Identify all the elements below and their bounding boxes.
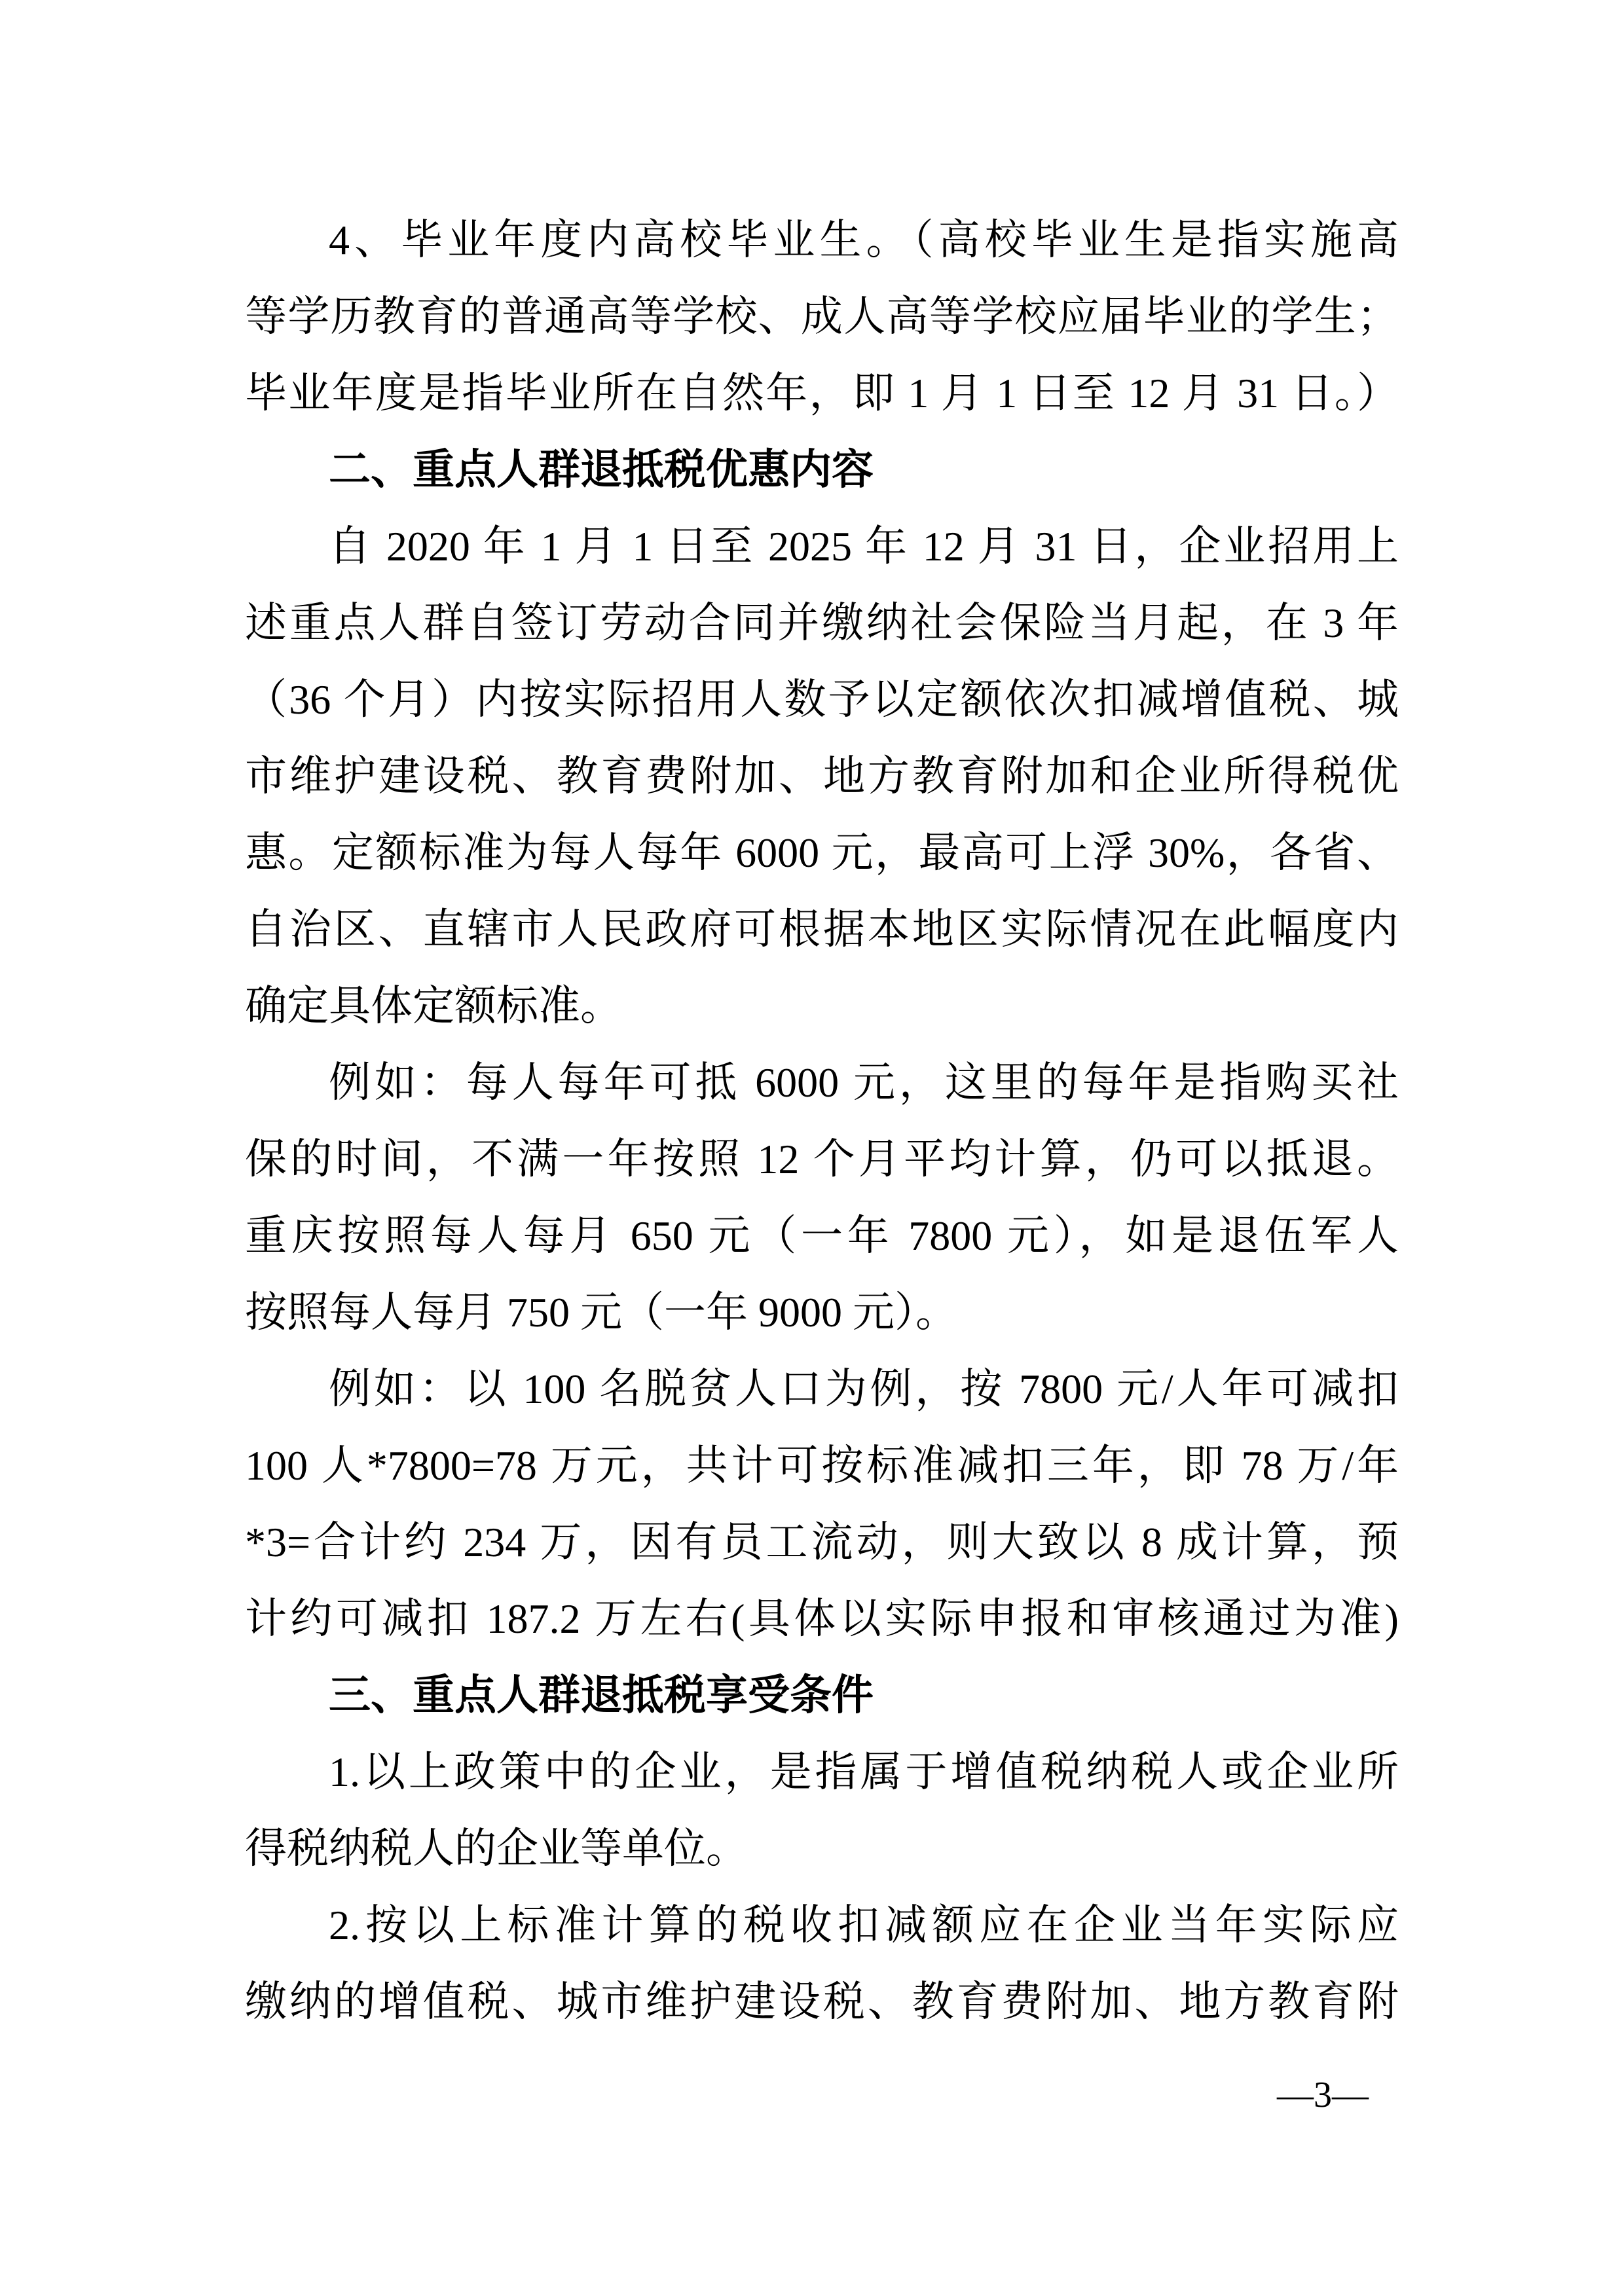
text-line: 惠。定额标准为每人每年 6000 元，最高可上浮 30%，各省、 [245,829,1399,876]
text-line: *3=合计约 234 万，因有员工流动，则大致以 8 成计算，预 [245,1519,1399,1565]
text-line: 自治区、直辖市人民政府可根据本地区实际情况在此幅度内 [245,906,1399,953]
text-line: 自 2020 年 1 月 1 日至 2025 年 12 月 31 日，企业招用上 [329,523,1399,570]
text-line: 重庆按照每人每月 650 元（一年 7800 元），如是退伍军人 [245,1212,1399,1259]
section-heading: 二、重点人群退抵税优惠内容 [329,446,874,493]
text-line: 保的时间，不满一年按照 12 个月平均计算，仍可以抵退。 [245,1136,1399,1182]
text-line: 按照每人每月 750 元（一年 9000 元）。 [245,1289,957,1336]
text-line: 2.按以上标准计算的税收扣减额应在企业当年实际应 [329,1902,1399,1948]
text-line: 100 人*7800=78 万元，共计可按标准减扣三年，即 78 万/年 [245,1442,1399,1489]
text-line: （36 个月）内按实际招用人数予以定额依次扣减增值税、城 [245,676,1399,723]
text-line: 例如：以 100 名脱贫人口为例，按 7800 元/人年可减扣 [329,1366,1399,1412]
text-line: 确定具体定额标准。 [245,983,622,1029]
text-line: 计约可减扣 187.2 万左右(具体以实际申报和审核通过为准) [245,1595,1399,1642]
text-line: 毕业年度是指毕业所在自然年，即 1 月 1 日至 12 月 31 日。） [245,370,1399,416]
text-line: 市维护建设税、教育费附加、地方教育附加和企业所得税优 [245,753,1399,799]
document-body [245,202,1399,2040]
section-heading: 三、重点人群退抵税享受条件 [329,1671,874,1719]
text-line: 等学历教育的普通高等学校、成人高等学校应届毕业的学生； [245,293,1399,340]
page-number: —3— [1277,2075,1369,2115]
text-line: 4、毕业年度内高校毕业生。（高校毕业生是指实施高 [329,217,1399,263]
text-line: 1.以上政策中的企业，是指属于增值税纳税人或企业所 [329,1749,1399,1795]
text-line: 述重点人群自签订劳动合同并缴纳社会保险当月起，在 3 年 [245,600,1399,646]
text-line: 缴纳的增值税、城市维护建设税、教育费附加、地方教育附 [245,1978,1399,2025]
text-line: 例如：每人每年可抵 6000 元，这里的每年是指购买社 [329,1059,1399,1106]
text-line: 得税纳税人的企业等单位。 [245,1825,748,1872]
